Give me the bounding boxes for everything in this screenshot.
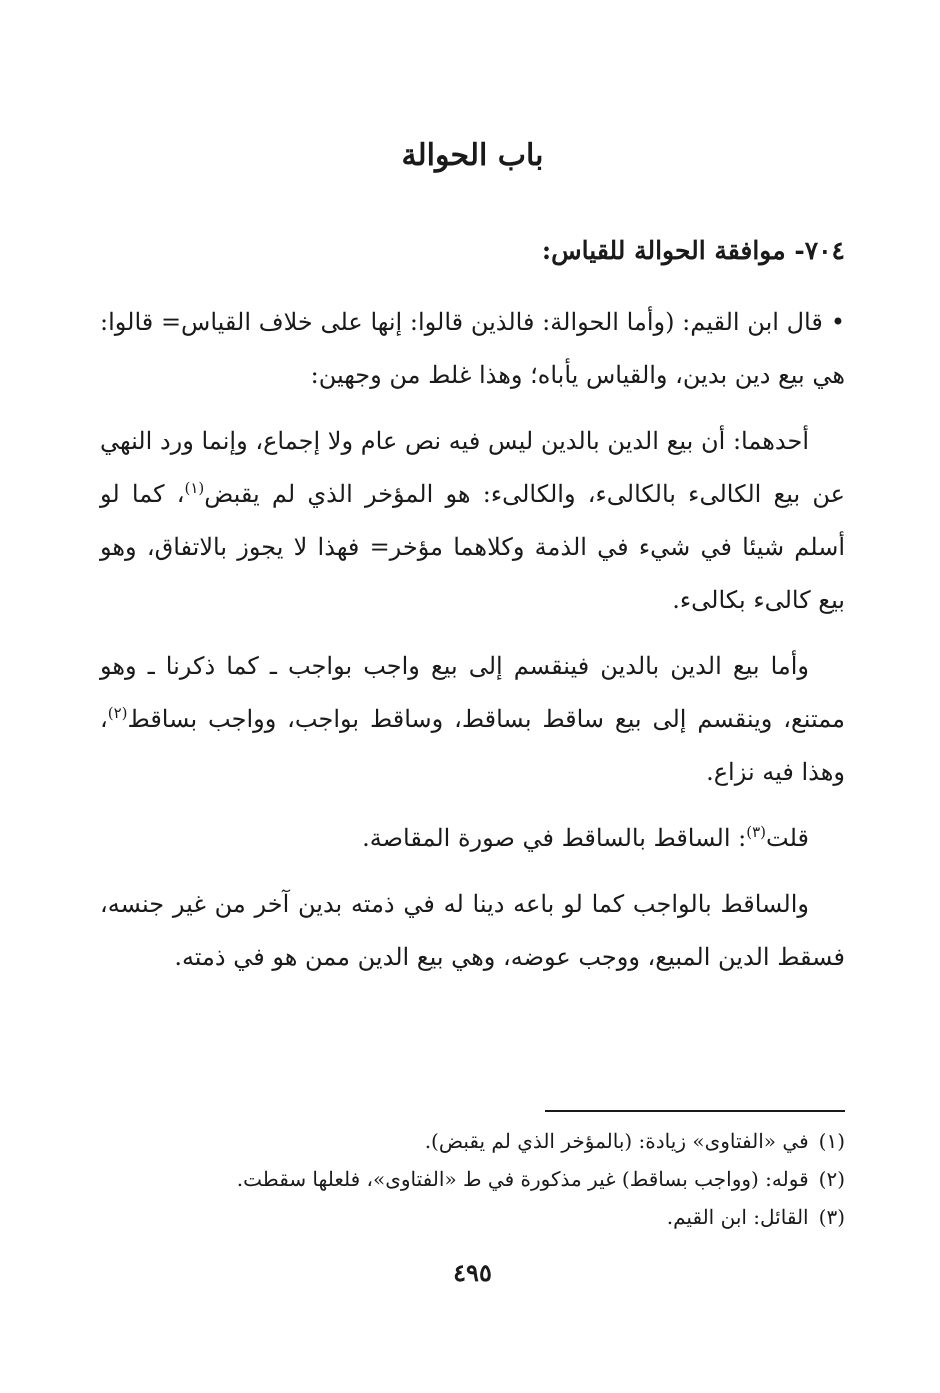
footnote-text: في «الفتاوى» زيادة: (بالمؤخر الذي لم يقبض).: [424, 1129, 809, 1153]
section-heading: ٧٠٤- موافقة الحوالة للقياس:: [541, 236, 845, 265]
paragraph-quote-intro: [100, 296, 845, 402]
chapter-title: باب الحوالة: [401, 138, 544, 173]
book-page: [100, 0, 845, 1393]
paragraph-text: : الساقط بالساقط في صورة المقاصة.: [362, 824, 747, 852]
paragraph-text: ، وهذا فيه نزاع.: [100, 705, 845, 786]
footnote-number: (١): [818, 1129, 845, 1153]
paragraph-said: [100, 812, 845, 865]
paragraph-debt-sale: [100, 640, 845, 799]
footnote-text: قوله: (وواجب بساقط) غير مذكورة في ط «الفتاوى»، فلعلها سقطت.: [236, 1167, 809, 1191]
footnotes-list: [100, 1122, 845, 1236]
footnote-reference: (٣): [746, 823, 767, 841]
paragraph-text: قلت: [766, 824, 809, 852]
paragraph-first-aspect: [100, 415, 845, 627]
paragraph-text: أحدهما: أن بيع الدين بالدين ليس فيه نص عام ولا إجماع، وإنما ورد النهي عن بيع الكالىء بالكالىء، والكالىء: هو المؤخر الذي لم يقبض: [100, 427, 846, 508]
paragraph-fallen-by-due: [100, 878, 845, 984]
page-number: ٤٩٥: [453, 1258, 492, 1287]
paragraph-text: ، كما لو أسلم شيئا في شيء في الذمة وكلاهما مؤخر= فهذا لا يجوز بالاتفاق، وهو بيع كالىء بكالىء.: [100, 480, 845, 614]
footnote-text: القائل: ابن القيم.: [666, 1205, 809, 1229]
bullet-mark: •: [830, 308, 845, 336]
paragraph-text: قال ابن القيم: (وأما الحوالة: فالذين قالوا: إنها على خلاف القياس= قالوا: هي بيع دين بدين، والقياس يأباه؛ وهذا غلط من وجهين:: [100, 308, 845, 389]
footnote-divider: [545, 1110, 845, 1112]
footnote-number: (٣): [818, 1205, 845, 1229]
footnote-item: [100, 1160, 845, 1198]
paragraph-text: والساقط بالواجب كما لو باعه دينا له في ذمته بدين آخر من غير جنسه، فسقط الدين المبيع، ووجب عوضه، وهي بيع الدين ممن هو في ذمته.: [100, 890, 845, 971]
footnote-number: (٢): [818, 1167, 845, 1191]
footnote-reference: (١): [184, 479, 205, 497]
paragraph-text: وأما بيع الدين بالدين فينقسم إلى بيع واجب بواجب ـ كما ذكرنا ـ وهو ممتنع، وينقسم إلى بيع ساقط بساقط، وساقط بواجب، وواجب بساقط: [100, 652, 845, 733]
body-text: [100, 296, 845, 997]
footnote-item: [100, 1198, 845, 1236]
footnote-item: [100, 1122, 845, 1160]
footnote-reference: (٢): [107, 704, 128, 722]
